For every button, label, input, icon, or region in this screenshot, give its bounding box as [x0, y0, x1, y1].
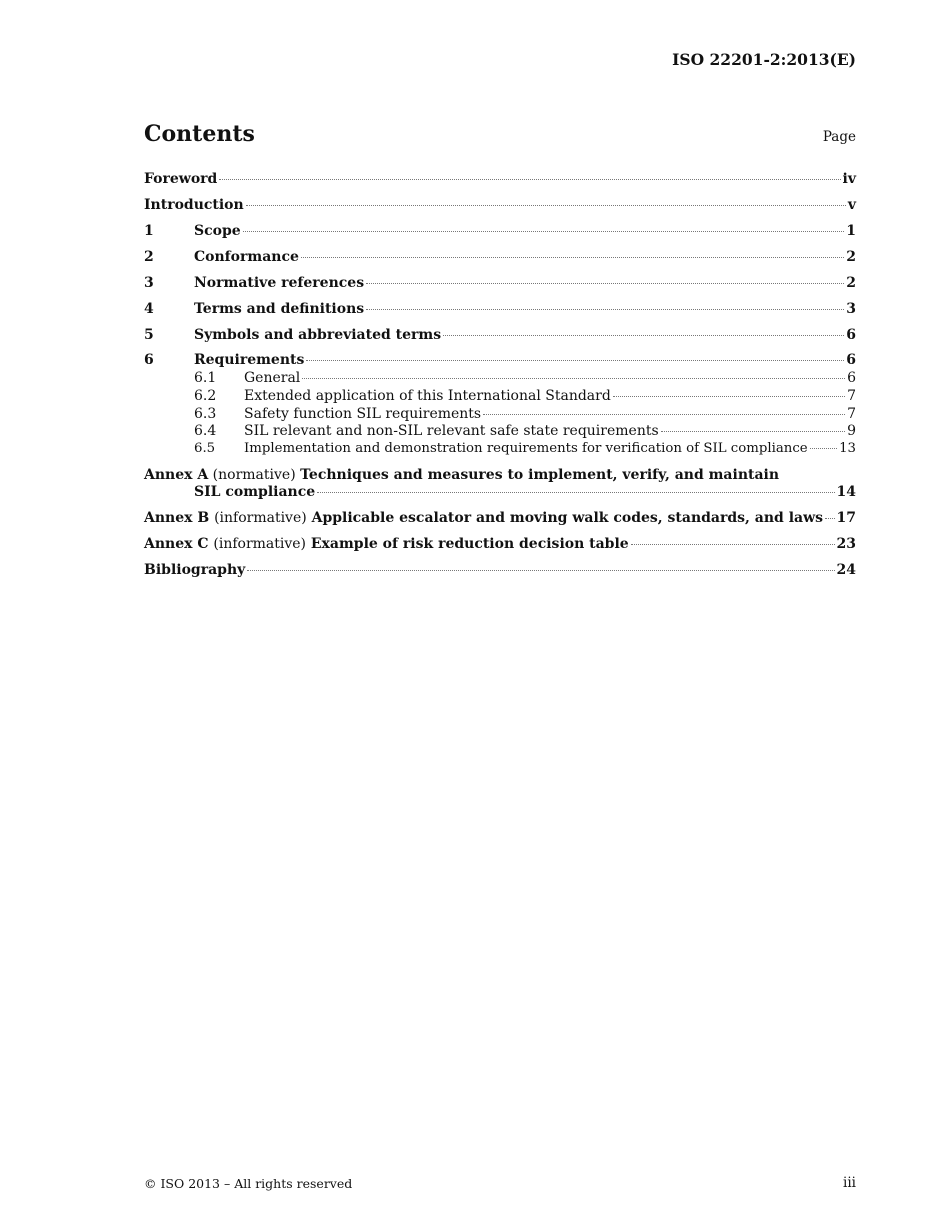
dot-leader — [247, 569, 834, 571]
dot-leader — [483, 413, 845, 415]
toc-entry-page: 6 — [846, 327, 856, 343]
dot-leader — [302, 377, 845, 379]
toc-entry-bibliography[interactable] — [144, 562, 856, 578]
toc-entry-number: 3 — [144, 275, 154, 291]
toc-subentry-extended-application[interactable] — [144, 388, 856, 404]
annex-title-continued: SIL compliance — [194, 484, 316, 500]
toc-entry-label: Conformance — [194, 249, 299, 265]
toc-entry-label: Normative references — [194, 275, 365, 291]
annex-id: Annex A — [144, 467, 209, 483]
toc-entry-page: 6 — [846, 352, 856, 368]
footer-copyright: © ISO 2013 – All rights reserved — [144, 1176, 353, 1191]
toc-entry-label: Implementation and demonstration requirements for verification of SIL compliance — [244, 441, 808, 456]
dot-leader — [631, 543, 835, 545]
annex-title: Applicable escalator and moving walk codes, standards, and laws — [311, 510, 824, 526]
toc-entry-number: 5 — [144, 327, 154, 343]
toc-entry-label: General — [244, 370, 301, 386]
annex-title: Example of risk reduction decision table — [310, 536, 629, 552]
toc-entry-page: 2 — [846, 275, 856, 291]
dot-leader — [825, 517, 834, 519]
dot-leader — [443, 334, 844, 336]
toc-entry-number: 6.5 — [194, 441, 216, 456]
toc-entry-page: 6 — [847, 370, 856, 386]
annex-id: Annex B — [144, 510, 210, 526]
toc-entry-label: Extended application of this International Standard — [244, 388, 611, 404]
toc-entry-requirements[interactable] — [144, 352, 856, 368]
toc-annex-b[interactable] — [144, 510, 856, 526]
toc-entry-label: SIL relevant and non-SIL relevant safe state requirements — [244, 423, 659, 439]
toc-entry-normative-references[interactable] — [144, 275, 856, 291]
toc-annex-a-line1[interactable] — [144, 467, 779, 483]
toc-entry-terms-definitions[interactable] — [144, 301, 856, 317]
annex-title: Techniques and measures to implement, verify, and maintain — [300, 467, 780, 483]
dot-leader — [301, 256, 844, 258]
dot-leader — [810, 447, 837, 449]
toc-entry-page: 7 — [847, 388, 856, 404]
dot-leader — [243, 230, 845, 232]
toc-entry-number: 6.2 — [194, 388, 217, 404]
toc-subentry-implementation[interactable] — [144, 441, 856, 456]
toc-entry-page: 9 — [847, 423, 856, 439]
toc-entry-page: 7 — [847, 406, 856, 422]
dot-leader — [613, 395, 845, 397]
toc-entry-scope[interactable] — [144, 223, 856, 239]
toc-entry-page: 3 — [846, 301, 856, 317]
toc-annex-a-line2[interactable] — [144, 484, 856, 500]
toc-entry-label: Requirements — [194, 352, 305, 368]
toc-entry-page: iv — [842, 171, 856, 187]
annex-id: Annex C — [144, 536, 209, 552]
toc-entry-page: 17 — [836, 510, 856, 526]
toc-annex-c[interactable] — [144, 536, 856, 552]
page-column-label: Page — [822, 129, 856, 145]
dot-leader — [661, 430, 845, 432]
toc-entry-conformance[interactable] — [144, 249, 856, 265]
toc-entry-number: 4 — [144, 301, 154, 317]
dot-leader — [317, 491, 834, 493]
annex-type: (normative) — [212, 467, 296, 483]
toc-entry-number: 6.4 — [194, 423, 217, 439]
dot-leader — [366, 282, 844, 284]
toc-entry-page: 23 — [836, 536, 856, 552]
toc-entry-number: 6.1 — [194, 370, 217, 386]
toc-entry-number: 1 — [144, 223, 154, 239]
toc-entry-page: 13 — [839, 441, 856, 456]
toc-entry-page: 1 — [846, 223, 856, 239]
toc-entry-label: Scope — [194, 223, 241, 239]
toc-entry-label: Terms and definitions — [194, 301, 365, 317]
annex-type: (informative) — [213, 536, 307, 552]
toc-subentry-safe-state[interactable] — [144, 423, 856, 439]
toc-entry-page: v — [847, 197, 856, 213]
toc-entry-foreword[interactable] — [144, 171, 856, 187]
toc-entry-page: 2 — [846, 249, 856, 265]
toc-entry-label: Safety function SIL requirements — [244, 406, 482, 422]
dot-leader — [246, 204, 846, 206]
toc-entry-page: 24 — [836, 562, 856, 578]
toc-entry-number: 6 — [144, 352, 154, 368]
footer-page-number: iii — [843, 1175, 856, 1191]
page-title: Contents — [144, 121, 255, 147]
dot-leader — [219, 178, 840, 180]
toc-subentry-general[interactable] — [144, 370, 856, 386]
toc-entry-number: 2 — [144, 249, 154, 265]
dot-leader — [306, 359, 844, 361]
toc-subentry-safety-function[interactable] — [144, 406, 856, 422]
toc-entry-introduction[interactable] — [144, 197, 856, 213]
toc-entry-label: Bibliography — [144, 562, 246, 578]
toc-entry-label: Introduction — [144, 197, 244, 213]
annex-type: (informative) — [214, 510, 307, 526]
toc-entry-number: 6.3 — [194, 406, 217, 422]
toc-entry-symbols[interactable] — [144, 327, 856, 343]
toc-entry-label: Foreword — [144, 171, 218, 187]
doc-reference: ISO 22201-2:2013(E) — [672, 50, 856, 69]
toc-entry-label: Symbols and abbreviated terms — [194, 327, 442, 343]
dot-leader — [366, 308, 844, 310]
toc-entry-page: 14 — [836, 484, 856, 500]
